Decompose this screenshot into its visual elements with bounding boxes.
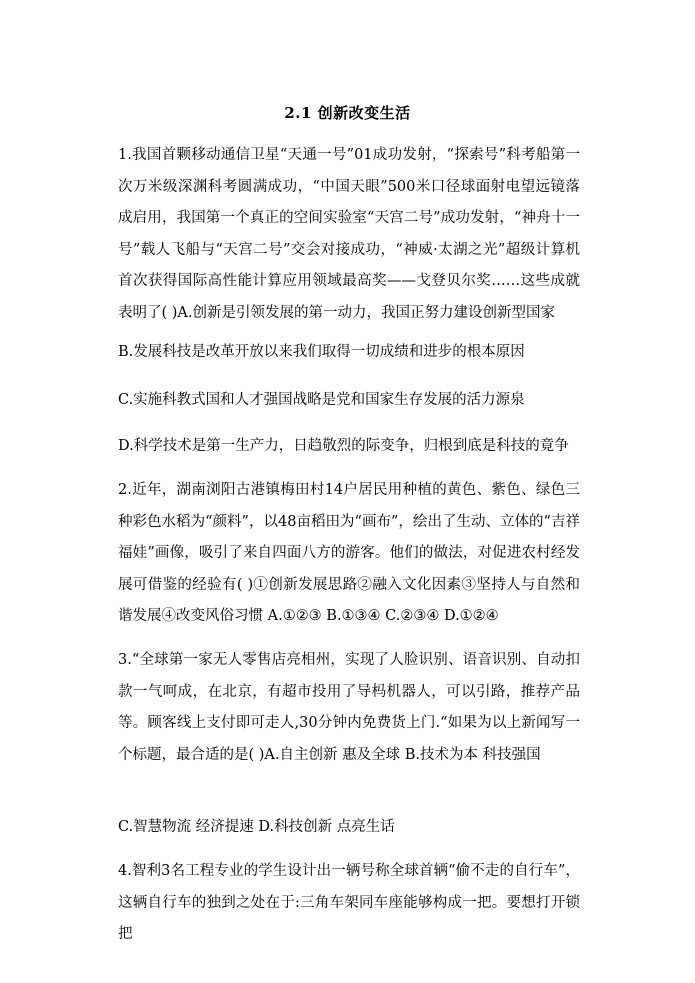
question-1-option-d: D.科学技术是第一生产力，日趋敬烈的际变争，归根到底是科技的竟争	[118, 438, 569, 454]
question-3-options-cd: C.智慧物流 经济提速 D.科技创新 点亮生话	[118, 819, 395, 835]
question-1: 1.我国首颗移动通信卫星“天通一号”01成功发射，“探索号”科考船第一次万米级深渊科考圆满成功，“中国天眼”500米口径球面射电望远镜落成启用，我国第一个真正的空间实验室“天宫二号”成功发射，“神舟十一号”载人飞船与“天宫二号”交会对接成功，“神威·太湖之光”超级计算机首次获得国际高性能计算应用领域最高奖——戈登贝尔奖……这些成就表明了( )A.创新是引领发展的第一动力，我国正努力建设创新型国家	[118, 147, 580, 321]
question-2: 2.近年，湖南浏阳古港镇梅田村14户居民用种植的黄色、紫色、绿色三种彩色水稻为“颜料”，以48亩稻田为“画布”，绘出了生动、立体的“吉祥福娃”画像，吸引了来自四面八方的游客。他们的做法，对促进农村经发展可借鉴的经验有( )①创新发展思路②融入文化因素③坚持人与自然和谐发展④改变风俗习惯 A.①②③ B.①③④ C.②③④ D.①②④	[118, 482, 580, 625]
question-3: 3.“全球第一家无人零售店亮相州，实现了人脸识别、语音识别、自动扣款一气呵成，在北京，有超市投用了导杩机器人，可以引路，推荐产品等。顾客线上支付即可走人,30分钟内免费货上门.“如果为以上新闻写一个标题，最合适的是( )A.自主创新 惠及全球 B.技术为本 科技强国	[118, 652, 580, 763]
question-1-option-c: C.实施科教式国和人才强国战略是党和国家生存发展的活力源泉	[118, 392, 525, 408]
question-1-option-b: B.发展科技是改革开放以来我们取得一切成绩和进步的根本原因	[118, 344, 525, 360]
page-title: 2.1 创新改变生活	[284, 104, 411, 122]
question-4: 4.智利3名工程专业的学生设计出一辆号称全球首辆“偷不走的自行车”，这辆自行车的独到之处在于:三角车架同车座能够构成一把。要想打开锁把	[118, 863, 580, 943]
